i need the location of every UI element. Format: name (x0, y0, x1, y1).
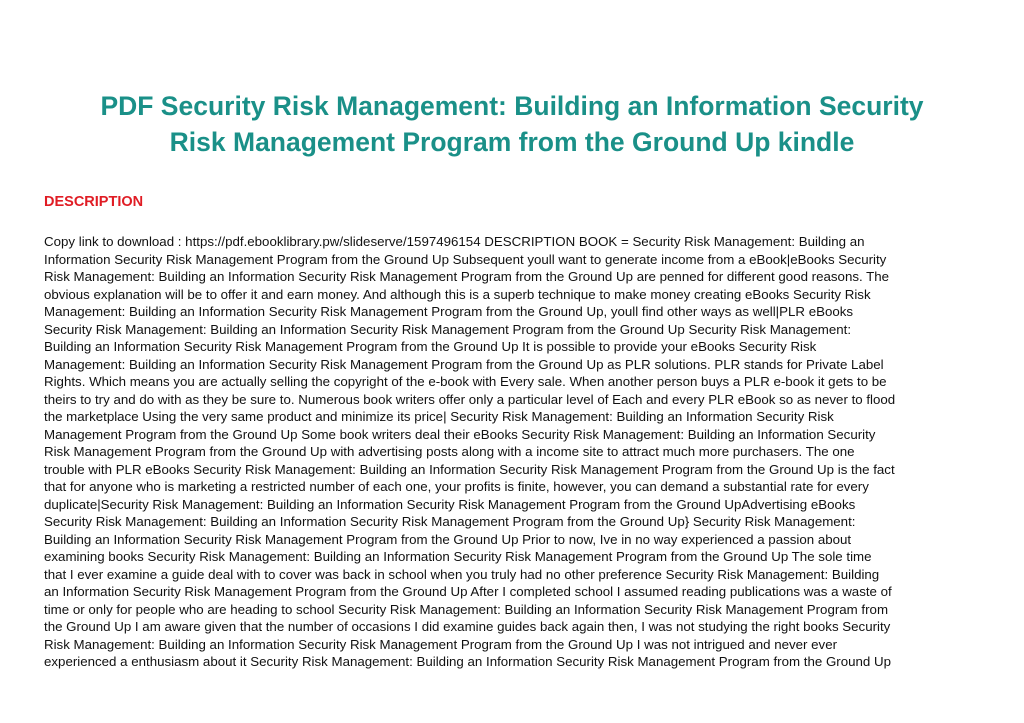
body-line: that for anyone who is marketing a restricted number of each one, your profits is finite, however, you can demand a substantial rate for every (44, 479, 869, 494)
body-line: Information Security Risk Management Program from the Ground Up Subsequent youll want to generate income from a eBook|eBooks Security (44, 251, 887, 267)
body-line: Building an Information Security Risk Management Program from the Ground Up It is possible to provide your eBooks Security Risk (44, 339, 817, 354)
body-line: time or only for people who are heading to school Security Risk Management: Building an Information Security Risk Management Program from (44, 601, 889, 617)
body-line: Management: Building an Information Security Risk Management Program from the Ground Up, youll find other ways as well|PLR eBooks (44, 304, 854, 319)
body-line: Security Risk Management: Building an Information Security Risk Management Program from the Ground Up} Security Risk Management: (44, 514, 856, 529)
body-line: trouble with PLR eBooks Security Risk Management: Building an Information Security Risk Management Program from the Ground Up is the fact (44, 461, 895, 477)
body-line: duplicate|Security Risk Management: Building an Information Security Risk Management Program from the Ground UpAdvertising eBooks (44, 496, 856, 512)
body-line: Copy link to download : https://pdf.ebooklibrary.pw/slideserve/1597496154 DESCRIPTION BOOK = Security Risk Management: Building an (44, 234, 865, 249)
body-line: theirs to try and do with as they be sure to. Numerous book writers offer only a particular level of Each and every PLR eBook so as never to flood (44, 391, 896, 407)
body-line: an Information Security Risk Management Program from the Ground Up After I completed school I assumed reading publications was a waste of (44, 584, 892, 599)
section-heading: DESCRIPTION (44, 194, 144, 210)
body-line: Risk Management: Building an Information Security Risk Management Program from the Ground Up are penned for different good reasons. The (44, 269, 890, 284)
body-line: the marketplace Using the very same product and minimize its price| Security Risk Management: Building an Information Security Risk (44, 409, 834, 424)
body-line: Building an Information Security Risk Management Program from the Ground Up Prior to now, Ive in no way experienced a passion about (44, 531, 852, 547)
body-line: examining books Security Risk Management: Building an Information Security Risk Management Program from the Ground Up The sole time (44, 549, 872, 564)
title-line: Risk Management Program from the Ground Up kindle (169, 127, 855, 157)
body-line: that I ever examine a guide deal with to cover was back in school when you truly had no other preference Security Risk Management: Building (44, 566, 880, 582)
body-line: Rights. Which means you are actually selling the copyright of the e-book with Every sale. When another person buys a PLR e-book it gets to be (44, 374, 887, 389)
body-line: obvious explanation will be to offer it and earn money. And although this is a superb technique to make money creating eBooks Security Risk (44, 286, 871, 302)
body-line: Risk Management Program from the Ground Up with advertising posts along with a income site to attract much more purchasers. The one (44, 444, 855, 459)
body-line: experienced a enthusiasm about it Security Risk Management: Building an Information Security Risk Management Program from the Ground Up (44, 654, 891, 669)
body-line: Management: Building an Information Security Risk Management Program from the Ground Up as PLR solutions. PLR stands for Private Label (44, 356, 884, 372)
document-title (40, 88, 984, 160)
description-body (44, 233, 984, 671)
body-line: Risk Management: Building an Information Security Risk Management Program from the Ground Up I was not intrigued and never ever (44, 636, 838, 652)
body-line: the Ground Up I am aware given that the number of occasions I did examine guides back again then, I was not studying the right books Security (44, 619, 891, 634)
body-line: Security Risk Management: Building an Information Security Risk Management Program from the Ground Up Security Risk Management: (44, 321, 852, 337)
title-line: PDF Security Risk Management: Building an Information Security (100, 91, 924, 121)
body-line: Management Program from the Ground Up Some book writers deal their eBooks Security Risk Management: Building an Information Security (44, 426, 876, 442)
